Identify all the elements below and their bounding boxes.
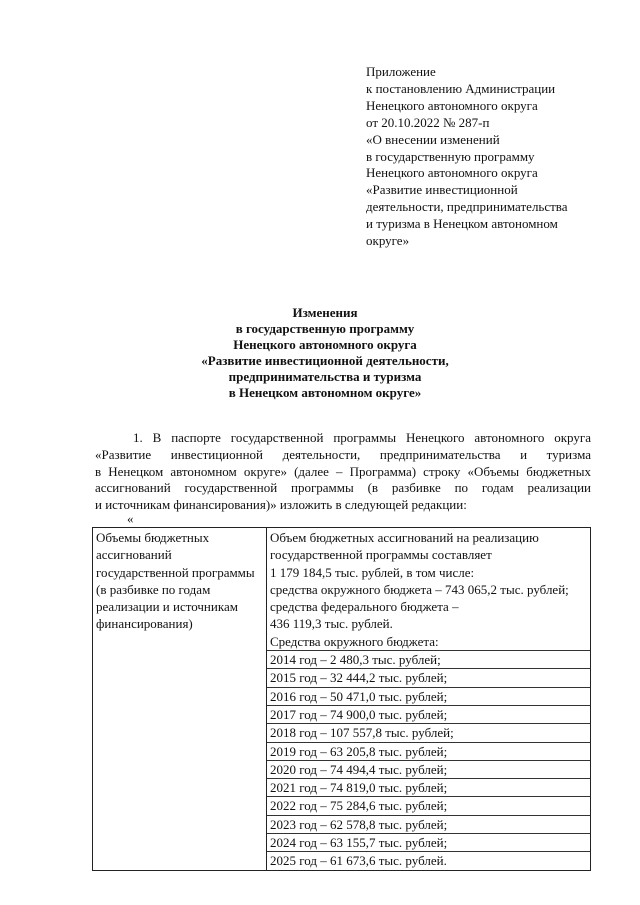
year-line: 2016 год – 50 471,0 тыс. рублей; [267, 687, 590, 705]
intro-line: ассигнований государственной программы (в разбивке по годам реализации [95, 480, 591, 496]
row-label-cell [93, 528, 267, 871]
open-quote: « [127, 511, 134, 526]
appendix-line: Приложение [366, 64, 436, 79]
appendix-line: в государственную программу [366, 148, 535, 164]
value-line: 1 179 184,5 тыс. рублей, в том числе: [270, 564, 475, 580]
year-line: 2019 год – 63 205,8 тыс. рублей; [267, 742, 590, 760]
label-line: ассигнований [96, 547, 172, 563]
value-line: Средства окружного бюджета: [270, 633, 439, 649]
appendix-line: «О внесении изменений [366, 131, 500, 147]
year-line: 2018 год – 107 557,8 тыс. рублей; [267, 723, 590, 741]
title-line: в государственную программу [235, 321, 415, 336]
appendix-line: к постановлению Администрации [366, 80, 556, 96]
table-row [93, 528, 591, 871]
value-line: Объем бюджетных ассигнований на реализацию [270, 530, 539, 545]
value-line: средства окружного бюджета – 743 065,2 тыс. рублей; [270, 581, 569, 597]
intro-line: 1. В паспорте государственной программы Ненецкого автономного округа [133, 430, 591, 445]
appendix-line: деятельности, предпринимательства [366, 199, 568, 215]
label-line: реализации и источникам [96, 599, 238, 615]
year-line: 2022 год – 75 284,6 тыс. рублей; [267, 796, 590, 814]
appendix-line: и туризма в Ненецком автономном [366, 216, 558, 232]
year-line: 2025 год – 61 673,6 тыс. рублей. [267, 851, 590, 869]
year-line: 2021 год – 74 819,0 тыс. рублей; [267, 778, 590, 796]
year-line: 2015 год – 32 444,2 тыс. рублей; [267, 668, 590, 686]
appendix-line: Ненецкого автономного округа [366, 165, 538, 181]
appendix-line: «Развитие инвестиционной [366, 182, 518, 198]
document-title [140, 305, 510, 401]
label-line: финансирования) [96, 616, 193, 632]
label-line: (в разбивке по годам [96, 581, 211, 597]
value-line: 436 119,3 тыс. рублей. [270, 616, 393, 632]
year-line: 2024 год – 63 155,7 тыс. рублей; [267, 833, 590, 851]
row-value-cell [267, 528, 591, 871]
title-line: Изменения [292, 305, 358, 320]
title-line: Ненецкого автономного округа [233, 337, 417, 352]
year-line: 2020 год – 74 494,4 тыс. рублей; [267, 760, 590, 778]
title-line: предпринимательства и туризма [228, 369, 422, 384]
year-line: 2023 год – 62 578,8 тыс. рублей; [267, 815, 590, 833]
value-line: государственной программы составляет [270, 547, 492, 563]
title-line: в Ненецком автономном округе» [228, 385, 422, 400]
intro-paragraph [95, 430, 591, 514]
intro-line: «Развитие инвестиционной деятельности, предпринимательства и туризма [95, 446, 591, 462]
intro-line: в Ненецком автономном округе» (далее – Программа) строку «Объемы бюджетных [95, 463, 591, 479]
label-line: государственной программы [96, 564, 255, 580]
appendix-line: Ненецкого автономного округа [366, 97, 538, 113]
year-line: 2017 год – 74 900,0 тыс. рублей; [267, 705, 590, 723]
appendix-line: от 20.10.2022 № 287-п [366, 114, 490, 130]
year-line: 2014 год – 2 480,3 тыс. рублей; [267, 650, 590, 668]
value-line: средства федерального бюджета – [270, 599, 459, 615]
budget-table [92, 527, 591, 871]
title-line: «Развитие инвестиционной деятельности, [201, 353, 449, 368]
appendix-header [366, 64, 616, 250]
appendix-line: округе» [366, 233, 410, 249]
label-line: Объемы бюджетных [96, 530, 210, 545]
intro-line: и источникам финансирования)» изложить в следующей редакции: [95, 497, 467, 513]
